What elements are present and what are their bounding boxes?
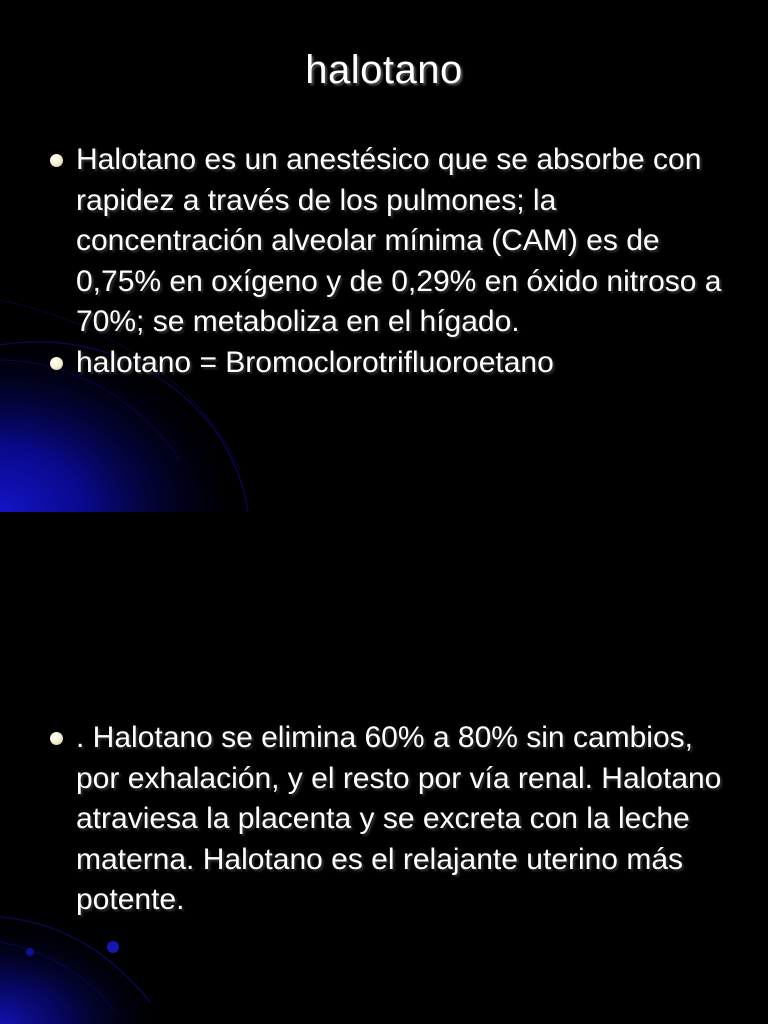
bullet-item — [44, 718, 728, 921]
bullet-icon — [50, 732, 63, 745]
bullet-text: halotano = Bromoclorotrifluoroetano — [76, 345, 554, 379]
slide-title: halotano — [305, 48, 463, 92]
bullet-list — [44, 140, 728, 383]
bullet-item — [44, 140, 728, 343]
bullet-list — [44, 718, 728, 921]
bullet-text: . Halotano se elimina 60% a 80% sin cambios, por exhalación, y el resto por vía renal. Halotano atraviesa la placenta y se excreta con la leche materna. Halotano es el relajante uterino más potente. — [76, 721, 722, 916]
bullet-item — [44, 343, 728, 384]
slide-2 — [0, 512, 768, 1024]
bullet-text: Halotano es un anestésico que se absorbe con rapidez a través de los pulmones; la concentración alveolar mínima (CAM) es de 0,75% en oxígeno y de 0,29% en óxido nitroso a 70%; se metaboliza en el hígado. — [76, 143, 722, 338]
bullet-icon — [50, 154, 63, 167]
bullet-icon — [50, 357, 63, 370]
